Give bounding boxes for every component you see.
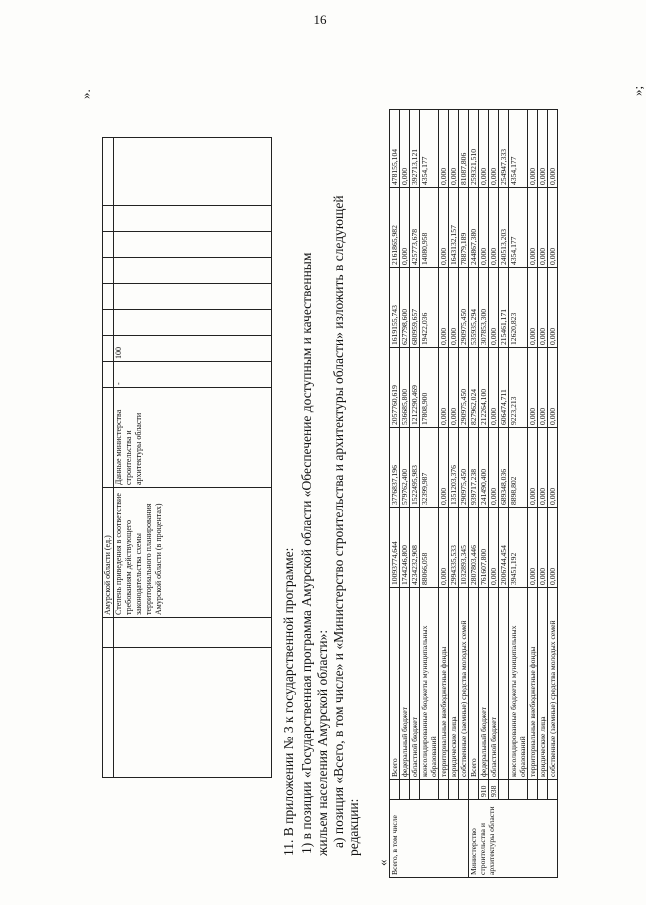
indicator-dash: - xyxy=(114,362,272,388)
indicator-label: Амурской области (ед.) xyxy=(103,488,114,618)
amount-cell: 0,000 xyxy=(449,268,459,348)
amount-cell: 2807803,446 xyxy=(469,508,479,588)
amount-cell: 88066,058 xyxy=(420,508,439,588)
amount-cell: 2994335,533 xyxy=(449,508,459,588)
source-label: федеральный бюджет xyxy=(400,588,410,780)
indicator-cell xyxy=(114,232,272,258)
amount-cell: 0,000 xyxy=(439,188,449,268)
kbk-code xyxy=(528,780,538,800)
amount-cell: 0,000 xyxy=(400,110,410,188)
amount-cell: 827962,024 xyxy=(469,348,479,428)
amount-cell: 19422,036 xyxy=(420,268,439,348)
amount-cell: 680959,657 xyxy=(410,268,420,348)
paragraph-subitem-a: а) позиция «Всего, в том числе» и «Министерство строительства и архитектуры области» изложить в следующей xyxy=(331,195,346,848)
amount-cell: 0,000 xyxy=(538,188,548,268)
amount-cell: 0,000 xyxy=(548,508,558,588)
table-row xyxy=(479,110,489,878)
table-row xyxy=(459,110,469,878)
table-row xyxy=(469,110,479,878)
amount-cell: 4354,177 xyxy=(509,110,528,188)
source-label: консолидированные бюджеты муниципальных образований xyxy=(420,588,439,780)
indicator-cell xyxy=(114,310,272,336)
amount-cell: 0,000 xyxy=(528,348,538,428)
amount-cell: 1643132,157 xyxy=(449,188,459,268)
amount-cell: 2057760,619 xyxy=(390,348,400,428)
amount-cell: 2006744,454 xyxy=(499,508,509,588)
amount-cell: 0,000 xyxy=(528,188,538,268)
amount-cell: 0,000 xyxy=(489,348,499,428)
amount-cell: 0,000 xyxy=(439,428,449,508)
kbk-code xyxy=(400,780,410,800)
amount-cell: 761607,800 xyxy=(479,508,489,588)
amount-cell: 259321,510 xyxy=(469,110,479,188)
indicator-cell xyxy=(114,206,272,232)
amount-cell: 425773,678 xyxy=(410,188,420,268)
amount-cell: 2161865,982 xyxy=(390,188,400,268)
amount-cell: 241490,400 xyxy=(479,428,489,508)
amount-cell: 12620,823 xyxy=(509,268,528,348)
indicator-cell xyxy=(114,618,272,648)
amount-cell: 0,000 xyxy=(489,188,499,268)
amount-cell: 4354,177 xyxy=(509,188,528,268)
indicator-cell xyxy=(103,232,114,258)
amount-cell: 0,000 xyxy=(538,110,548,188)
amount-cell: 0,000 xyxy=(528,268,538,348)
amount-cell: 290975,450 xyxy=(459,428,469,508)
indicator-cell xyxy=(103,618,114,648)
source-label: Всего xyxy=(469,588,479,780)
source-label: федеральный бюджет xyxy=(479,588,489,780)
amount-cell: 0,000 xyxy=(489,428,499,508)
indicator-cell xyxy=(103,206,114,232)
indicator-cell xyxy=(103,336,114,362)
indicator-value: 100 xyxy=(114,336,272,362)
indicator-cell xyxy=(103,648,114,778)
kbk-code xyxy=(459,780,469,800)
amount-cell: 9223,213 xyxy=(509,348,528,428)
amount-cell: 4354,177 xyxy=(420,110,439,188)
table-row xyxy=(390,110,400,878)
source-label: территориальные внебюджетные фонды xyxy=(528,588,538,780)
amount-cell: 0,000 xyxy=(548,110,558,188)
kbk-code xyxy=(548,780,558,800)
table-row xyxy=(410,110,420,878)
rotated-page-content xyxy=(0,18,645,888)
amount-cell: 3776837,196 xyxy=(390,428,400,508)
table-row xyxy=(489,110,499,878)
kbk-code xyxy=(469,780,479,800)
opening-quote: « xyxy=(375,859,390,866)
amount-cell: 0,000 xyxy=(449,348,459,428)
table-row xyxy=(538,110,548,878)
amount-cell: 0,000 xyxy=(528,110,538,188)
amount-cell: 939717,238 xyxy=(469,428,479,508)
amount-cell: 0,000 xyxy=(538,508,548,588)
amount-cell: 392713,121 xyxy=(410,110,420,188)
amount-cell: 244867,380 xyxy=(469,188,479,268)
amount-cell: 32399,987 xyxy=(420,428,439,508)
indicator-cell xyxy=(114,284,272,310)
indicator-cell xyxy=(114,138,272,206)
amount-cell: 0,000 xyxy=(548,268,558,348)
amount-cell: 81087,806 xyxy=(459,110,469,188)
source-label: областной бюджет xyxy=(410,588,420,780)
indicator-cell xyxy=(114,258,272,284)
table-row xyxy=(439,110,449,878)
group-label: Министерство строительства и архитектуры области xyxy=(469,800,558,878)
amount-cell: 1351203,376 xyxy=(449,428,459,508)
amount-cell: 0,000 xyxy=(449,110,459,188)
kbk-code xyxy=(449,780,459,800)
page-number: 16 xyxy=(313,12,327,27)
table-row xyxy=(449,110,459,878)
closing-quote-1: ». xyxy=(78,89,93,99)
paragraph-position-1-cont: жильем населения Амурской области»: xyxy=(315,629,330,856)
indicator-cell xyxy=(103,310,114,336)
amount-cell: 1744246,800 xyxy=(400,508,410,588)
amount-cell: 0,000 xyxy=(528,508,538,588)
kbk-code xyxy=(439,780,449,800)
amount-cell: 17808,900 xyxy=(420,348,439,428)
indicator-table xyxy=(102,137,272,778)
amount-cell: 39451,192 xyxy=(509,508,528,588)
amount-cell: 0,000 xyxy=(400,188,410,268)
indicator-cell xyxy=(114,648,272,778)
source-label: юридические лица xyxy=(538,588,548,780)
amount-cell: 240513,203 xyxy=(499,188,509,268)
finance-table xyxy=(389,109,558,878)
indicator-label: Степень приведения в соответствие требованиям действующего законодательства схемы территориального планирования Амурской области (в процентах) xyxy=(114,488,272,618)
indicator-cell xyxy=(103,362,114,388)
amount-cell: 0,000 xyxy=(439,508,449,588)
amount-cell: 10093774,644 xyxy=(390,508,400,588)
indicator-cell xyxy=(103,388,114,488)
amount-cell: 606474,711 xyxy=(499,348,509,428)
indicator-cell xyxy=(103,284,114,310)
source-label: Всего xyxy=(390,588,400,780)
amount-cell: 0,000 xyxy=(528,428,538,508)
amount-cell: 535935,294 xyxy=(469,268,479,348)
indicator-source: Данные министерства строительства и архитектуры области xyxy=(114,388,272,488)
indicator-row-1 xyxy=(103,138,114,778)
amount-cell: 0,000 xyxy=(479,188,489,268)
amount-cell: 478155,104 xyxy=(390,110,400,188)
amount-cell: 215461,171 xyxy=(499,268,509,348)
amount-cell: 1032893,345 xyxy=(459,508,469,588)
amount-cell: 579762,400 xyxy=(400,428,410,508)
amount-cell: 0,000 xyxy=(439,268,449,348)
kbk-code: 910 xyxy=(479,780,489,800)
amount-cell: 0,000 xyxy=(489,268,499,348)
amount-cell: 290975,450 xyxy=(459,268,469,348)
amount-cell: 290975,450 xyxy=(459,348,469,428)
paragraph-position-1: 1) в позиции «Государственная программа Амурской области «Обеспечение доступным и качественным xyxy=(299,252,314,854)
amount-cell: 0,000 xyxy=(548,348,558,428)
table-row xyxy=(400,110,410,878)
kbk-code xyxy=(410,780,420,800)
amount-cell: 4234232,908 xyxy=(410,508,420,588)
source-label: территориальные внебюджетные фонды xyxy=(439,588,449,780)
kbk-code xyxy=(420,780,439,800)
table-row xyxy=(528,110,538,878)
amount-cell: 1522495,983 xyxy=(410,428,420,508)
amount-cell: 8898,802 xyxy=(509,428,528,508)
amount-cell: 212264,100 xyxy=(479,348,489,428)
source-label: собственные (заемные) средства молодых семей xyxy=(459,588,469,780)
amount-cell: 0,000 xyxy=(548,428,558,508)
paragraph-item-11: 11. В приложении № 3 к государственной программе: xyxy=(281,547,296,856)
amount-cell: 536685,800 xyxy=(400,348,410,428)
closing-quote-2: »; xyxy=(630,85,645,96)
amount-cell: 1212290,469 xyxy=(410,348,420,428)
amount-cell: 0,000 xyxy=(538,268,548,348)
amount-cell: 14080,958 xyxy=(420,188,439,268)
amount-cell: 689348,036 xyxy=(499,428,509,508)
indicator-row-2 xyxy=(114,138,272,778)
kbk-code xyxy=(390,780,400,800)
indicator-cell xyxy=(103,258,114,284)
indicator-cell xyxy=(103,138,114,206)
amount-cell: 0,000 xyxy=(439,110,449,188)
amount-cell: 627798,600 xyxy=(400,268,410,348)
source-label: областной бюджет xyxy=(489,588,499,780)
table-row xyxy=(420,110,439,878)
source-label: юридические лица xyxy=(449,588,459,780)
kbk-code xyxy=(509,780,528,800)
amount-cell: 0,000 xyxy=(439,348,449,428)
kbk-code xyxy=(538,780,548,800)
table-row xyxy=(548,110,558,878)
source-label: собственные (заемные) средства молодых семей xyxy=(548,588,558,780)
table-row xyxy=(509,110,528,878)
amount-cell: 1619155,743 xyxy=(390,268,400,348)
source-label xyxy=(499,588,509,780)
table-row xyxy=(499,110,509,878)
amount-cell: 307853,300 xyxy=(479,268,489,348)
amount-cell: 0,000 xyxy=(489,508,499,588)
amount-cell: 0,000 xyxy=(538,428,548,508)
amount-cell: 0,000 xyxy=(479,110,489,188)
source-label: консолидированные бюджеты муниципальных образований xyxy=(509,588,528,780)
group-label: Всего, в том числе xyxy=(390,800,469,878)
amount-cell: 254947,333 xyxy=(499,110,509,188)
paragraph-edition: редакции: xyxy=(346,798,361,856)
kbk-code xyxy=(499,780,509,800)
kbk-code: 938 xyxy=(489,780,499,800)
amount-cell: 0,000 xyxy=(548,188,558,268)
amount-cell: 0,000 xyxy=(538,348,548,428)
amount-cell: 0,000 xyxy=(489,110,499,188)
amount-cell: 78879,189 xyxy=(459,188,469,268)
